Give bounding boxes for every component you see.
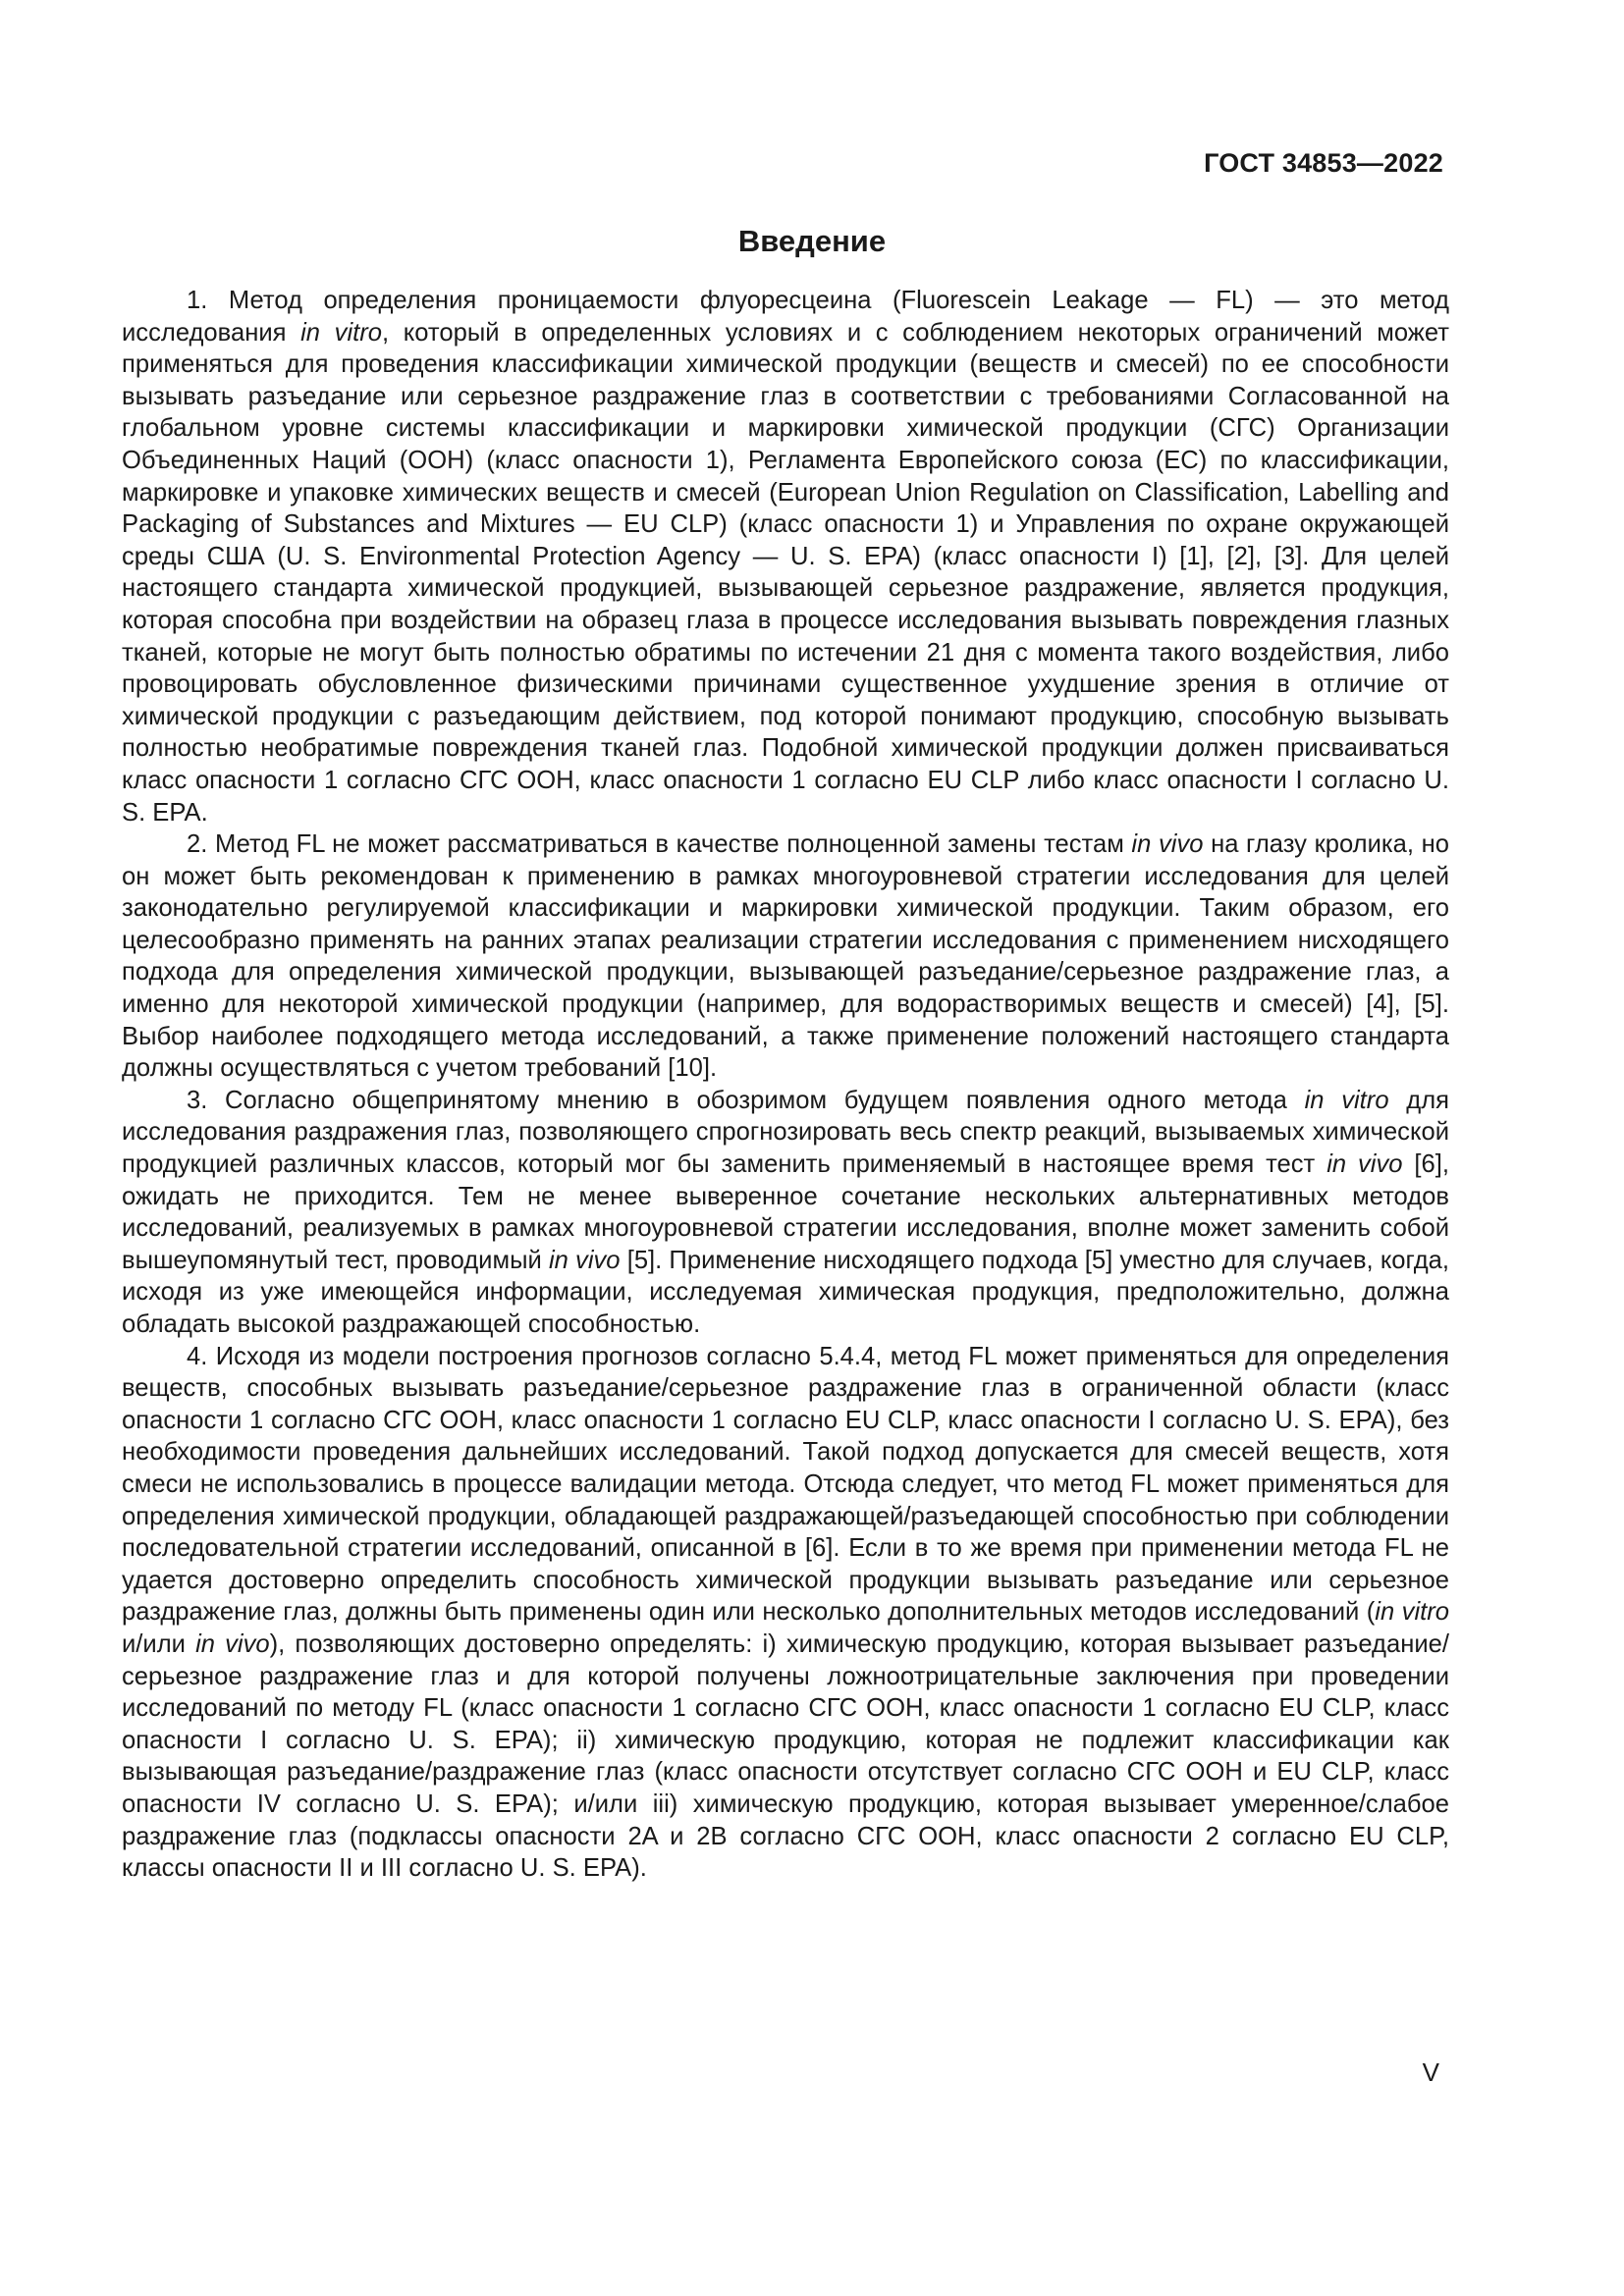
paragraph-1	[122, 285, 1449, 828]
paragraph-4	[122, 1341, 1449, 1885]
section-title: Введение	[737, 224, 887, 258]
paragraph-number: 3.	[187, 1086, 208, 1114]
document-code: ГОСТ 34853—2022	[1204, 148, 1443, 178]
paragraph-text: Согласно общепринятому мнению в обозримом будущем появления одного метода	[207, 1086, 1305, 1114]
paragraph-text: , который в определенных условиях и с соблюдением некоторых ограничений может применяться для проведения классификации химической продукции (веществ и смесей) по ее способности вызывать разъедание или серьезное раздражение глаз в соответствии с требованиями Согласованной на глобальном уровне системы классификации и маркировки химической продукции (СГС) Организации Объединенных Наций (ООН) (класс опасности 1), Регламента Европейского союза (ЕС) по классификации, маркировке и упаковке химических веществ и смесей (European Union Regulation on Classification, Labelling and Packaging of Substances and Mixtures — EU CLP) (класс опасности 1) и Управления по охране окружающей среды США (U. S. Environmental Protection Agency — U. S. EPA) (класс опасности I) [1], [2], [3]. Для целей настоящего стандарта химической продукцией, вызывающей серьезное раздражение, является продукция, которая способна при воздействии на образец глаза в процессе исследования вызывать повреждения глазных тканей, которые не могут быть полностью обратимы по истечении 21 дня с момента такого воздействия, либо провоцировать обусловленное физическими причинами существенное ухудшение зрения в отличие от химической продукции с разъедающим действием, под которой понимают продукцию, способную вызывать полностью необратимые повреждения тканей глаз. Подобной химической продукции должен присваиваться класс опасности 1 согласно СГС ООН, класс опасности 1 согласно EU CLP либо класс опасности I согласно U. S. EPA.	[122, 318, 1450, 827]
paragraph-number: 4.	[187, 1342, 208, 1370]
paragraph-text: и/или	[122, 1629, 196, 1658]
paragraph-number: 2.	[187, 830, 208, 859]
introduction-body	[122, 285, 1449, 1885]
italic-term: in vitro	[300, 318, 383, 347]
paragraph-number: 1.	[187, 287, 208, 314]
paragraph-2	[122, 828, 1449, 1085]
paragraph-text: для исследования раздражения глаз, позволяющего спрогнозировать весь спектр реакций, вызываемых химической продукцией различных классов, который мог бы заменить применяемый в настоящее время тест	[122, 1086, 1449, 1179]
paragraph-text: Исходя из модели построения прогнозов согласно 5.4.4, метод FL может применяться для определения веществ, способных вызывать разъедание/серьезное раздражение глаз в ограниченной области (класс опасности 1 согласно СГС ООН, класс опасности 1 согласно EU CLP, класс опасности I согласно U. S. EPA), без необходимости проведения дальнейших исследований. Такой подход допускается для смесей веществ, хотя смеси не использовались в процессе валидации метода. Отсюда следует, что метод FL может применяться для определения химической продукции, обладающей раздражающей/разъедающей способностью при соблюдении последовательной стратегии исследований, описанной в [6]. Если в то же время при применении метода FL не удается достоверно определить способность химической продукции вызывать разъедание или серьезное раздражение глаз, должны быть применены один или несколько дополнительных методов исследований (	[122, 1342, 1449, 1627]
paragraph-text: на глазу кролика, но он может быть рекомендован к применению в рамках многоуровневой стратегии исследования для целей законодательно регулируемой классификации и маркировки химической продукции. Таким образом, его целесообразно применять на ранних этапах реализации стратегии исследования с применением нисходящего подхода для определения химической продукции, вызывающей разъедание/серьезное раздражение глаз, а именно для некоторой химической продукции (например, для водорастворимых веществ и смесей) [4], [5]. Выбор наиболее подходящего метода исследований, а также применение положений настоящего стандарта должны осуществляться с учетом требований [10].	[122, 830, 1449, 1083]
italic-term: in vitro	[1375, 1598, 1450, 1627]
paragraph-text: [6], ожидать не приходится. Тем не менее выверенное сочетание нескольких альтернативных методов исследований, реализуемых в рамках многоуровневой стратегии исследования, вполне может заменить собой вышеупомянутый тест, проводимый	[122, 1150, 1449, 1274]
paragraph-text: [5]. Применение нисходящего подхода [5] уместно для случаев, когда, исходя из уже имеющейся информации, исследуемая химическая продукция, предположительно, должна обладать высокой раздражающей способностью.	[122, 1246, 1450, 1338]
paragraph-text: ), позволяющих достоверно определять: i) химическую продукцию, которая вызывает разъедание/серьезное раздражение глаз и для которой получены ложноотрицательные заключения при проведении исследований по методу FL (класс опасности 1 согласно СГС ООН, класс опасности 1 согласно EU CLP, класс опасности I согласно U. S. EPA); ii) химическую продукцию, которая не подлежит классификации как вызывающая разъедание/раздражение глаз (класс опасности отсутствует согласно СГС ООН и EU CLP, класс опасности IV согласно U. S. EPA); и/или iii) химическую продукцию, которая вызывает умеренное/слабое раздражение глаз (подклассы опасности 2A и 2B согласно СГС ООН, класс опасности 2 согласно EU CLP, классы опасности II и III согласно U. S. EPA).	[122, 1629, 1449, 1883]
italic-term: in vivo	[1131, 830, 1204, 859]
page-number: V	[1422, 2057, 1439, 2087]
italic-term: in vivo	[548, 1246, 621, 1274]
paragraph-3	[122, 1085, 1449, 1341]
italic-term: in vivo	[195, 1629, 270, 1658]
paragraph-text: Метод определения проницаемости флуоресцеина (Fluorescein Leakage — FL) — это метод исследования	[122, 287, 1449, 347]
paragraph-text: Метод FL не может рассматриваться в качестве полноценной замены тестам	[207, 830, 1132, 859]
italic-term: in vivo	[1326, 1150, 1403, 1179]
italic-term: in vitro	[1304, 1086, 1389, 1114]
